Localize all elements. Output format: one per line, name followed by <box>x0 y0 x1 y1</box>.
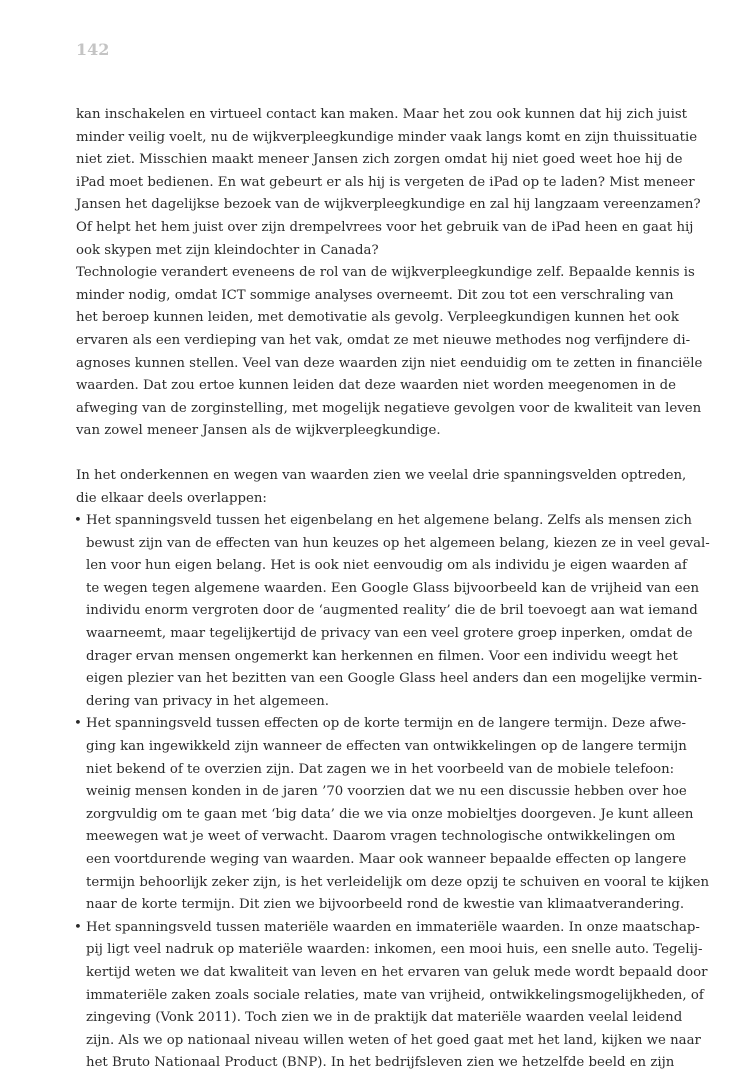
text-line: In het onderkennen en wegen van waarden zien we veelal drie spanningsvelden optreden, <box>76 467 687 483</box>
text-line: een voortdurende weging van waarden. Maar ook wanneer bepaalde effecten op langere <box>86 852 687 867</box>
text-line: waarneemt, maar tegelijkertijd de privacy van een veel grotere groep inperken, omdat de <box>86 626 693 642</box>
text-line: individu enorm vergroten door de ‘augmented reality’ die de bril toevoegt aan wat iemand <box>86 603 698 619</box>
text-line: agnoses kunnen stellen. Veel van deze waarden zijn niet eenduidig om te zetten in financiële <box>76 355 703 371</box>
text-line: ging kan ingewikkeld zijn wanneer de effecten van ontwikkelingen op de langere termijn <box>86 739 687 755</box>
text-line: het beroep kunnen leiden, met demotivatie als gevolg. Verpleegkundigen kunnen het ook <box>76 310 679 326</box>
bullet-icon: • <box>74 716 82 732</box>
text-line: iPad moet bedienen. En wat gebeurt er als hij is vergeten de iPad op te laden? Mist meneer <box>76 174 695 190</box>
text-line: Het spanningsveld tussen het eigenbelang en het algemene belang. Zelfs als mensen zich <box>86 513 692 529</box>
text-line: Jansen het dagelijkse bezoek van de wijkverpleegkundige en zal hij langzaam vereenzamen? <box>76 197 701 213</box>
text-line: niet bekend of te overzien zijn. Dat zagen we in het voorbeeld van de mobiele telefoon: <box>86 761 675 777</box>
text-line: pij ligt veel nadruk op materiële waarden: inkomen, een mooi huis, een snelle auto. Tegelij- <box>86 942 703 958</box>
text-line: waarden. Dat zou ertoe kunnen leiden dat deze waarden niet worden meegenomen in de <box>76 378 676 394</box>
text-line: meewegen wat je weet of verwacht. Daarom vragen technologische ontwikkelingen om <box>86 829 676 845</box>
text-line: ook skypen met zijn kleindochter in Canada? <box>76 242 379 258</box>
text-line: die elkaar deels overlappen: <box>76 490 267 506</box>
bullet-icon: • <box>74 919 82 935</box>
paragraph-intro-tension-fields <box>76 465 687 510</box>
bullet-icon: • <box>74 513 82 529</box>
paragraph-role-nurse <box>76 262 703 443</box>
text-line: drager ervan mensen ongemerkt kan herkennen en filmen. Voor een individu weegt het <box>86 648 678 664</box>
text-line: zijn. Als we op nationaal niveau willen weten of het goed gaat met het land, kijken we naar <box>86 1032 701 1048</box>
text-line: immateriële zaken zoals sociale relaties, mate van vrijheid, ontwikkelingsmogelijkheden, of <box>86 987 704 1003</box>
text-line: bewust zijn van de effecten van hun keuzes op het algemeen belang, kiezen ze in veel geval- <box>86 535 710 551</box>
bullet-list <box>74 510 710 1075</box>
text-line: eigen plezier van het bezitten van een Google Glass heel anders dan een mogelijke vermin- <box>86 671 703 687</box>
text-line: minder nodig, omdat ICT sommige analyses overneemt. Dit zou tot een verschraling van <box>76 287 674 303</box>
text-line: termijn behoorlijk zeker zijn, is het verleidelijk om deze opzij te schuiven en vooral te kijken <box>86 874 710 890</box>
text-line: van zowel meneer Jansen als de wijkverpleegkundige. <box>76 423 441 439</box>
text-line: ervaren als een verdieping van het vak, omdat ze met nieuwe methodes nog verfijndere di- <box>76 332 691 348</box>
text-line: niet ziet. Misschien maakt meneer Jansen zich zorgen omdat hij niet goed weet hoe hij de <box>76 152 683 168</box>
text-line: len voor hun eigen belang. Het is ook niet eenvoudig om als individu je eigen waarden af <box>86 558 687 574</box>
paragraph-jansen-ipad <box>76 104 701 262</box>
bullet-item <box>74 917 708 1075</box>
text-line: Het spanningsveld tussen materiële waarden en immateriële waarden. In onze maatschap- <box>86 919 700 935</box>
text-line: naar de korte termijn. Dit zien we bijvoorbeeld rond de kwestie van klimaatverandering. <box>86 897 685 913</box>
text-line: dering van privacy in het algemeen. <box>86 693 330 709</box>
body-text <box>74 104 710 1075</box>
text-line: Het spanningsveld tussen effecten op de korte termijn en de langere termijn. Deze afwe- <box>86 716 686 732</box>
text-line: kertijd weten we dat kwaliteit van leven en het ervaren van geluk mede wordt bepaald door <box>86 964 708 980</box>
text-line: afweging van de zorginstelling, met mogelijk negatieve gevolgen voor de kwaliteit van leven <box>76 400 702 416</box>
bullet-item <box>74 713 710 916</box>
text-line: weinig mensen konden in de jaren ’70 voorzien dat we nu een discussie hebben over hoe <box>86 784 687 800</box>
text-line: Of helpt het hem juist over zijn drempelvrees voor het gebruik van de iPad heen en gaat hij <box>76 219 694 235</box>
text-line: zingeving (Vonk 2011). Toch zien we in de praktijk dat materiële waarden veelal leidend <box>86 1010 683 1026</box>
text-line: Technologie verandert eveneens de rol van de wijkverpleegkundige zelf. Bepaalde kennis is <box>76 265 695 281</box>
bullet-item <box>74 510 710 713</box>
text-line: zorgvuldig om te gaan met ‘big data’ die we via onze mobieltjes doorgeven. Je kunt alleen <box>86 806 694 822</box>
text-line: te wegen tegen algemene waarden. Een Google Glass bijvoorbeeld kan de vrijheid van een <box>86 580 700 596</box>
text-line: kan inschakelen en virtueel contact kan maken. Maar het zou ook kunnen dat hij zich juist <box>76 107 687 122</box>
page-number: 142 <box>76 40 110 59</box>
text-line: minder veilig voelt, nu de wijkverpleegkundige minder vaak langs komt en zijn thuissituatie <box>76 129 698 145</box>
text-line: het Bruto Nationaal Product (BNP). In het bedrijfsleven zien we hetzelfde beeld en zijn <box>86 1055 675 1071</box>
